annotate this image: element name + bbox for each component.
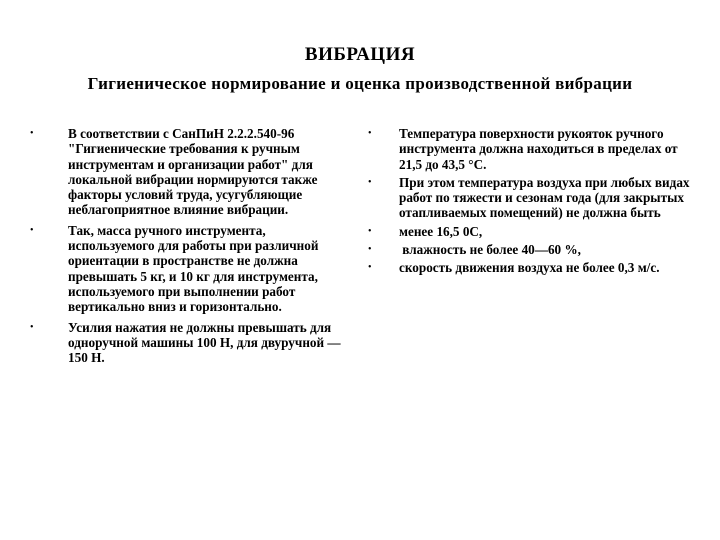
list-item bbox=[368, 175, 690, 221]
list-item bbox=[30, 223, 355, 315]
list-item-text: скорость движения воздуха не более 0,3 м/с. bbox=[399, 260, 660, 276]
bullet-icon: • bbox=[30, 224, 34, 236]
list-item-text: Так, масса ручного инструмента, используемого для работы при различной ориентации в пространстве не должна превышать 5 кг, и 10 кг для инструмента, используемого при выполнении работ вертикально вниз и горизонтально. bbox=[68, 222, 319, 315]
bullet-icon: • bbox=[368, 262, 372, 274]
bullet-icon: • bbox=[30, 128, 34, 139]
slide-subtitle: Гигиеническое нормирование и оценка производственной вибрации bbox=[87, 74, 633, 93]
list-item bbox=[30, 320, 355, 366]
list-item bbox=[368, 242, 690, 257]
list-item bbox=[368, 224, 690, 239]
list-item bbox=[30, 126, 355, 218]
slide-title: ВИБРАЦИЯ bbox=[304, 44, 416, 65]
left-bullet-list bbox=[30, 126, 355, 370]
bullet-icon: • bbox=[368, 225, 372, 237]
list-item-text: Температура поверхности рукояток ручного инструмента должна находиться в пределах от 21,5 до 43,5 °С. bbox=[399, 126, 678, 172]
bullet-icon: • bbox=[368, 128, 372, 139]
bullet-icon: • bbox=[30, 321, 34, 333]
list-item-text: влажность не более 40—60 %, bbox=[399, 242, 581, 258]
list-item-text: При этом температура воздуха при любых видах работ по тяжести и сезонам года (для закрытых отапливаемых помещений) не должна быть bbox=[399, 174, 690, 221]
list-item bbox=[368, 260, 690, 275]
list-item-text: В соответствии с СанПиН 2.2.2.540-96 "Гигиенические требования к ручным инструментам и организации работ" для локальной вибрации нормируются также факторы условий труда, усугубляющие неблагоприятное влияние вибрации. bbox=[68, 126, 318, 218]
list-item bbox=[368, 126, 690, 172]
bullet-icon: • bbox=[368, 244, 372, 256]
right-bullet-list bbox=[368, 126, 690, 279]
list-item-text: менее 16,5 0С, bbox=[399, 223, 483, 239]
list-item-text: Усилия нажатия не должны превышать для одноручной машины 100 Н, для двуручной — 150 Н. bbox=[68, 319, 341, 366]
bullet-icon: • bbox=[368, 176, 372, 188]
